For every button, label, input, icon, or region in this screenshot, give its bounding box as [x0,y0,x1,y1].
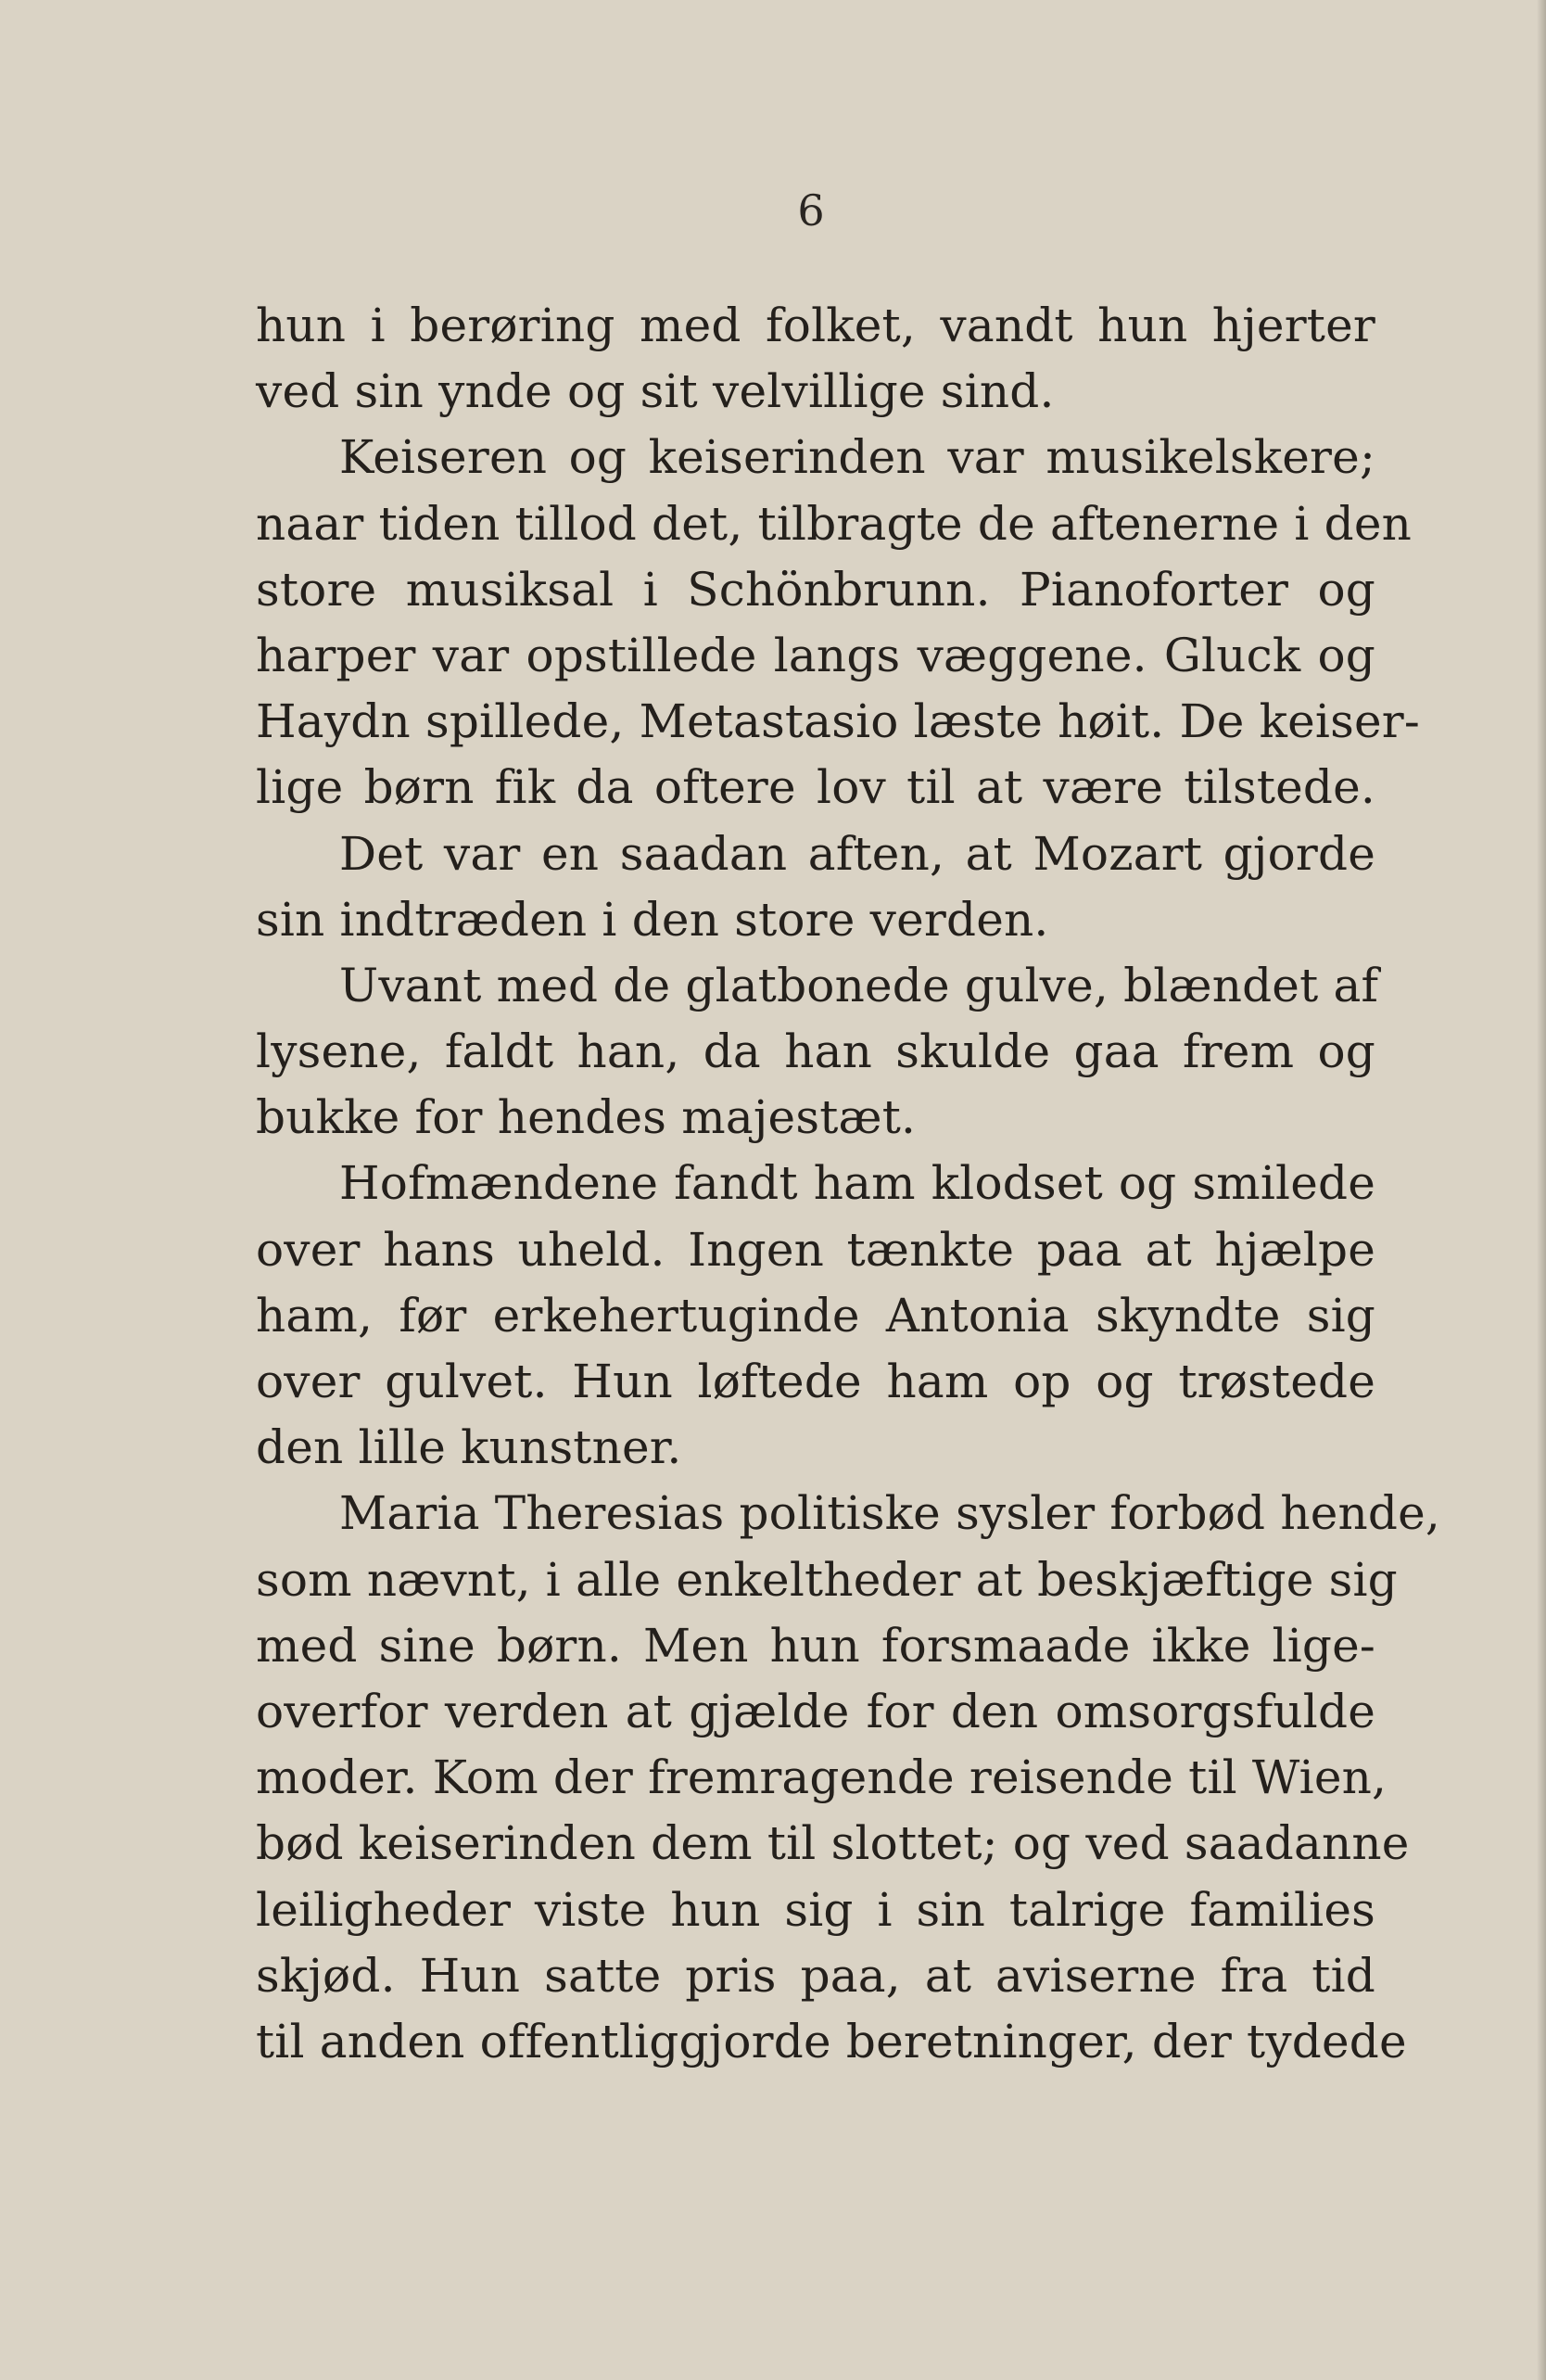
text-line: over gulvet. Hun løftede ham op og trøstede [256,1355,1375,1408]
body-text [256,293,1441,2075]
page-edge-shadow [1537,0,1546,2380]
text-line: naar tiden tillod det, tilbragte de aftenerne i den [256,496,1413,551]
text-line: store musiksal i Schönbrunn. Pianoforter og [256,562,1375,617]
text-line: sin indtræden i den store verden. [256,892,1049,947]
text-line: moder. Kom der fremragende reisende til Wien, [256,1750,1388,1805]
text-line: til anden offentliggjorde beretninger, der tydede [256,2014,1407,2068]
text-line: Keiseren og keiserinden var musikelskere; [339,430,1375,485]
text-line: Det var en saadan aften, at Mozart gjorde [339,826,1375,881]
text-line: den lille kunstner. [256,1420,682,1475]
text-line: Uvant med de glatbonede gulve, blændet af [339,958,1379,1012]
text-line: skjød. Hun satte pris paa, at aviserne fra tid [256,1948,1375,2003]
text-line: bukke for hendes majestæt. [256,1090,917,1145]
text-line: med sine børn. Men hun forsmaade ikke lige- [256,1618,1375,1673]
text-line: Hofmændene fandt ham klodset og smilede [339,1156,1375,1211]
text-line: overfor verden at gjælde for den omsorgsfulde [256,1684,1375,1738]
text-line: harper var opstillede langs væggene. Gluck og [256,628,1375,682]
text-line: leiligheder viste hun sig i sin talrige families [256,1882,1375,1937]
text-line: lysene, faldt han, da han skulde gaa frem og [256,1025,1375,1079]
text-line: Haydn spillede, Metastasio læste høit. De keiser- [256,694,1420,749]
page-number: 6 [797,185,825,235]
text-line: lige børn fik da oftere lov til at være tilstede. [256,760,1375,815]
text-line: Maria Theresias politiske sysler forbød hende, [339,1486,1441,1541]
text-line: over hans uheld. Ingen tænkte paa at hjælpe [256,1222,1375,1277]
text-line: ved sin ynde og sit velvillige sind. [256,364,1055,419]
text-line: hun i berøring med folket, vandt hun hjerter [256,299,1375,352]
text-line: ham, før erkehertuginde Antonia skyndte sig [256,1288,1375,1343]
text-line: som nævnt, i alle enkeltheder at beskjæftige sig [256,1552,1398,1607]
text-line: bød keiserinden dem til slottet; og ved saadanne [256,1816,1410,1871]
